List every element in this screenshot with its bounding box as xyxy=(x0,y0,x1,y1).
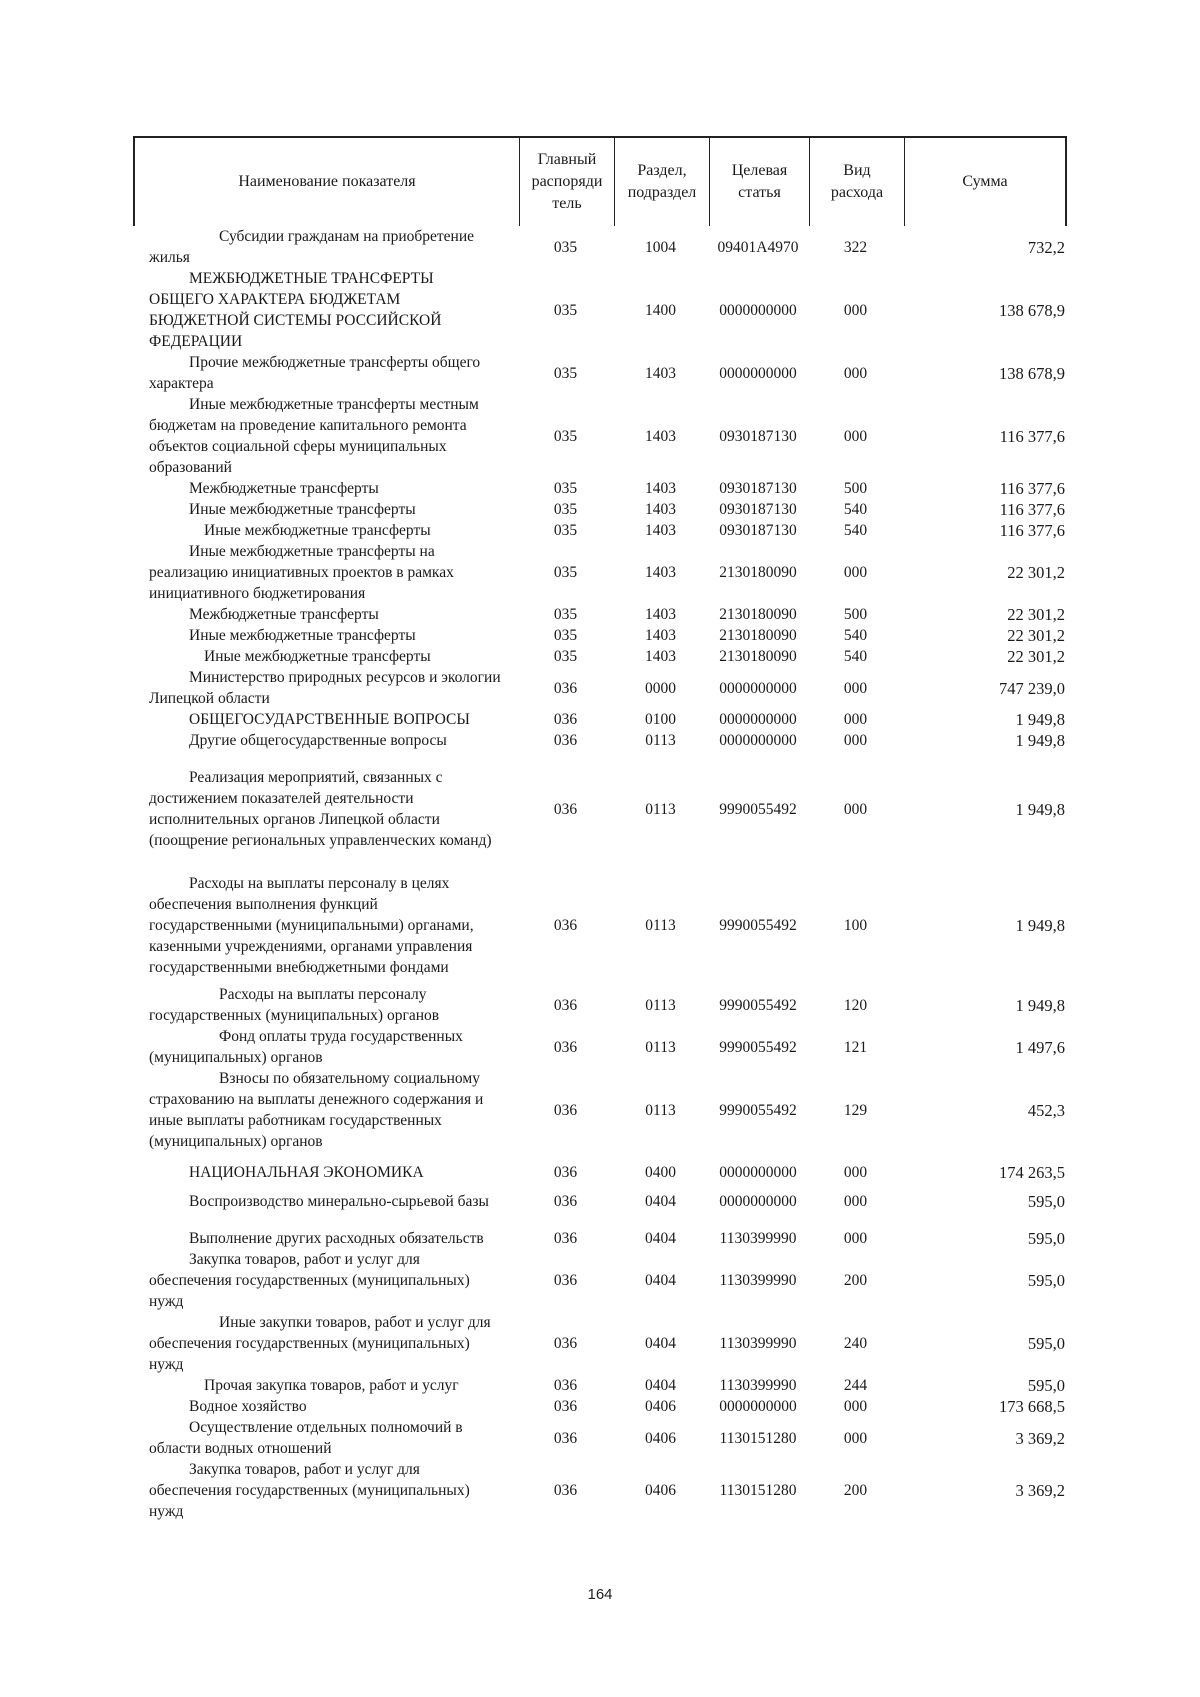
row-name xyxy=(133,1228,518,1249)
row-name-line: обеспечения государственных (муниципальных) xyxy=(149,1272,470,1289)
row-name-line: казенными учреждениями, органами управления xyxy=(149,938,473,955)
row-name xyxy=(133,268,518,352)
row-target: 0930187130 xyxy=(719,501,797,518)
row-kind: 540 xyxy=(843,648,868,665)
table-row xyxy=(133,1375,1067,1396)
row-kind: 000 xyxy=(843,711,868,728)
header-section: Раздел, подраздел xyxy=(615,138,710,226)
row-kind: 244 xyxy=(843,1377,868,1394)
table-row xyxy=(133,646,1067,667)
row-admin: 035 xyxy=(553,627,578,644)
row-name-line: иные выплаты работникам государственных xyxy=(149,1112,442,1129)
table-row xyxy=(133,1249,1067,1312)
row-name-line: нужд xyxy=(149,1293,184,1310)
row-target: 0000000000 xyxy=(719,301,797,319)
row-name xyxy=(133,1417,518,1459)
row-admin: 035 xyxy=(553,238,578,256)
header-kind: Вид расхода xyxy=(810,138,905,226)
row-kind: 200 xyxy=(843,1482,868,1499)
row-kind: 121 xyxy=(843,1038,868,1056)
row-section: 0000 xyxy=(645,679,676,697)
row-target: 2130180090 xyxy=(719,606,797,623)
row-name-line: Иные межбюджетные трансферты xyxy=(189,501,416,518)
row-admin: 036 xyxy=(553,1272,578,1289)
row-admin: 036 xyxy=(553,996,578,1014)
row-target: 0930187130 xyxy=(719,427,797,445)
row-name-line: Липецкой области xyxy=(149,690,270,707)
row-name-line: (муниципальных) органов xyxy=(149,1133,323,1150)
table-row xyxy=(133,1417,1067,1459)
row-section: 0113 xyxy=(645,1038,676,1056)
row-name-line: НАЦИОНАЛЬНАЯ ЭКОНОМИКА xyxy=(189,1164,424,1181)
row-kind: 000 xyxy=(843,427,868,445)
header-target: Целевая статья xyxy=(710,138,810,226)
row-kind: 200 xyxy=(843,1272,868,1289)
row-name-line: Водное хозяйство xyxy=(189,1398,307,1415)
row-target: 1130399990 xyxy=(719,1230,797,1247)
row-target: 1130399990 xyxy=(719,1272,797,1289)
row-name-line: Осуществление отдельных полномочий в xyxy=(189,1419,463,1436)
row-section: 0406 xyxy=(645,1398,676,1415)
row-section: 1400 xyxy=(645,301,676,319)
row-name-line: достижением показателей деятельности xyxy=(149,790,414,807)
table-row xyxy=(133,625,1067,646)
header-name: Наименование показателя xyxy=(135,138,520,226)
row-admin: 036 xyxy=(553,1398,578,1415)
row-admin: 036 xyxy=(553,1164,578,1181)
row-admin: 035 xyxy=(553,522,578,539)
table-row xyxy=(133,984,1067,1026)
table-row xyxy=(133,520,1067,541)
table-row xyxy=(133,1068,1067,1152)
row-name-line: Закупка товаров, работ и услуг для xyxy=(189,1461,420,1478)
row-admin: 035 xyxy=(553,564,578,581)
row-target: 0000000000 xyxy=(719,1164,797,1181)
page-number: 164 xyxy=(587,1586,613,1603)
row-section: 1403 xyxy=(645,480,676,497)
row-name-line: Закупка товаров, работ и услуг для xyxy=(189,1251,420,1268)
row-name xyxy=(133,1162,518,1183)
row-name-line: нужд xyxy=(149,1503,184,1520)
row-name-line: Расходы на выплаты персоналу xyxy=(219,986,427,1003)
row-name-line: области водных отношений xyxy=(149,1440,332,1457)
row-admin: 036 xyxy=(553,1335,578,1352)
row-admin: 035 xyxy=(553,427,578,445)
table-row xyxy=(133,709,1067,730)
row-name xyxy=(133,1459,518,1522)
row-kind: 000 xyxy=(843,1398,868,1415)
table-row xyxy=(133,604,1067,625)
row-sum: 1 949,8 xyxy=(1015,710,1065,729)
row-section: 1403 xyxy=(645,648,676,665)
row-name xyxy=(133,520,518,541)
row-name-line: Воспроизводство минерально-сырьевой базы xyxy=(189,1193,489,1210)
row-admin: 036 xyxy=(553,1193,578,1210)
row-admin: 036 xyxy=(553,1429,578,1447)
row-name-line: обеспечения государственных (муниципальных) xyxy=(149,1482,470,1499)
row-sum: 22 301,2 xyxy=(1007,605,1065,624)
row-name-line: Межбюджетные трансферты xyxy=(189,606,379,623)
row-kind: 000 xyxy=(843,800,868,818)
row-sum: 1 949,8 xyxy=(1015,799,1065,819)
row-target: 9990055492 xyxy=(719,800,797,818)
row-sum: 595,0 xyxy=(1027,1376,1065,1395)
table-row xyxy=(133,478,1067,499)
row-target: 0930187130 xyxy=(719,480,797,497)
row-admin: 036 xyxy=(553,1377,578,1394)
row-target: 0000000000 xyxy=(719,732,797,749)
row-target: 1130151280 xyxy=(719,1429,797,1447)
row-admin: 035 xyxy=(553,501,578,518)
row-section: 1004 xyxy=(645,238,676,256)
row-sum: 22 301,2 xyxy=(1007,626,1065,645)
row-name-line: Иные межбюджетные трансферты на xyxy=(189,543,435,560)
row-sum: 3 369,2 xyxy=(1015,1481,1065,1500)
row-section: 1403 xyxy=(645,564,676,581)
row-section: 1403 xyxy=(645,522,676,539)
row-section: 1403 xyxy=(645,427,676,445)
row-kind: 000 xyxy=(843,1164,868,1181)
row-name xyxy=(133,1249,518,1312)
row-section: 0404 xyxy=(645,1335,676,1352)
row-admin: 035 xyxy=(553,301,578,319)
row-sum: 174 263,5 xyxy=(999,1163,1065,1182)
row-name-line: Иные межбюджетные трансферты xyxy=(204,522,431,539)
row-kind: 322 xyxy=(843,238,868,256)
row-section: 0100 xyxy=(645,711,676,728)
row-name-line: (муниципальных) органов xyxy=(149,1049,323,1066)
row-section: 0113 xyxy=(645,1101,676,1119)
row-admin: 035 xyxy=(553,606,578,623)
row-name-line: Иные межбюджетные трансферты xyxy=(189,627,416,644)
row-target: 1130399990 xyxy=(719,1335,797,1352)
table-row xyxy=(133,226,1067,268)
row-sum: 732,2 xyxy=(1027,237,1065,257)
row-name-line: Субсидии гражданам на приобретение xyxy=(219,228,475,245)
row-name-line: ФЕДЕРАЦИИ xyxy=(149,333,243,350)
row-sum: 595,0 xyxy=(1027,1271,1065,1290)
row-name-line: объектов социальной сферы муниципальных xyxy=(149,438,447,455)
row-name-line: (поощрение региональных управленческих команд) xyxy=(149,832,492,849)
row-kind: 000 xyxy=(843,679,868,697)
table-row xyxy=(133,667,1067,709)
row-name xyxy=(133,499,518,520)
row-name-line: Другие общегосударственные вопросы xyxy=(189,732,447,749)
table-body xyxy=(133,226,1067,1522)
row-name xyxy=(133,767,518,851)
row-target: 9990055492 xyxy=(719,1038,797,1056)
row-section: 0113 xyxy=(645,996,676,1014)
header-admin: Главный распоряди тель xyxy=(520,138,615,226)
row-admin: 036 xyxy=(553,1038,578,1056)
row-target: 1130399990 xyxy=(719,1377,797,1394)
row-name xyxy=(133,1375,518,1396)
row-name xyxy=(133,604,518,625)
table-row xyxy=(133,352,1067,394)
row-name-line: исполнительных органов Липецкой области xyxy=(149,811,440,828)
row-name-line: характера xyxy=(149,375,214,392)
row-name-line: Министерство природных ресурсов и экологии xyxy=(189,669,501,686)
row-sum: 22 301,2 xyxy=(1007,563,1065,582)
row-name-line: МЕЖБЮДЖЕТНЫЕ ТРАНСФЕРТЫ xyxy=(189,270,434,287)
row-name-line: Прочие межбюджетные трансферты общего xyxy=(189,354,481,371)
row-name xyxy=(133,984,518,1026)
row-name xyxy=(133,352,518,394)
row-section: 0404 xyxy=(645,1377,676,1394)
row-admin: 036 xyxy=(553,732,578,749)
row-sum: 116 377,6 xyxy=(999,479,1065,498)
row-name xyxy=(133,1396,518,1417)
row-target: 2130180090 xyxy=(719,564,797,581)
row-name-line: Иные межбюджетные трансферты местным xyxy=(189,396,479,413)
row-section: 0113 xyxy=(645,800,676,818)
table-header xyxy=(133,136,1067,226)
table-row xyxy=(133,1459,1067,1522)
table-row xyxy=(133,767,1067,851)
row-kind: 540 xyxy=(843,522,868,539)
row-sum: 22 301,2 xyxy=(1007,647,1065,666)
row-section: 1403 xyxy=(645,364,676,382)
table-row xyxy=(133,873,1067,978)
row-section: 0113 xyxy=(645,732,676,749)
table-row xyxy=(133,394,1067,478)
row-name-line: государственными (муниципальными) органами, xyxy=(149,917,474,934)
row-name-line: нужд xyxy=(149,1356,184,1373)
row-kind: 000 xyxy=(843,564,868,581)
table-row xyxy=(133,1228,1067,1249)
table-row xyxy=(133,1162,1067,1183)
row-name xyxy=(133,873,518,978)
row-sum: 747 239,0 xyxy=(999,678,1065,698)
row-name-line: инициативного бюджетирования xyxy=(149,585,366,602)
row-name-line: образований xyxy=(149,459,232,476)
row-target: 0000000000 xyxy=(719,364,797,382)
row-kind: 540 xyxy=(843,627,868,644)
row-target: 0000000000 xyxy=(719,1193,797,1210)
row-sum: 3 369,2 xyxy=(1015,1428,1065,1448)
row-name-line: БЮДЖЕТНОЙ СИСТЕМЫ РОССИЙСКОЙ xyxy=(149,312,442,329)
table-row xyxy=(133,1312,1067,1375)
row-name xyxy=(133,730,518,751)
header-sum: Сумма xyxy=(962,173,1008,190)
row-sum: 116 377,6 xyxy=(999,500,1065,519)
row-name-line: обеспечения выполнения функций xyxy=(149,896,378,913)
table-row xyxy=(133,541,1067,604)
row-name xyxy=(133,1312,518,1375)
row-target: 0000000000 xyxy=(719,1398,797,1415)
row-sum: 116 377,6 xyxy=(999,426,1065,446)
row-target: 09401А4970 xyxy=(717,238,799,256)
row-admin: 036 xyxy=(553,1101,578,1119)
row-name-line: ОБЩЕГОСУДАРСТВЕННЫЕ ВОПРОСЫ xyxy=(189,711,470,728)
row-name-line: Выполнение других расходных обязательств xyxy=(189,1230,484,1247)
row-name xyxy=(133,646,518,667)
row-sum: 595,0 xyxy=(1027,1334,1065,1353)
row-name xyxy=(133,394,518,478)
row-target: 9990055492 xyxy=(719,996,797,1014)
row-name xyxy=(133,1191,518,1212)
table-row xyxy=(133,1191,1067,1212)
table-row xyxy=(133,730,1067,751)
row-name xyxy=(133,625,518,646)
row-kind: 000 xyxy=(843,364,868,382)
budget-table xyxy=(133,136,1067,1522)
row-name-line: ОБЩЕГО ХАРАКТЕРА БЮДЖЕТАМ xyxy=(149,291,401,308)
row-section: 1403 xyxy=(645,606,676,623)
row-section: 0400 xyxy=(645,1164,676,1181)
row-sum: 595,0 xyxy=(1027,1229,1065,1248)
row-kind: 500 xyxy=(843,606,868,623)
row-name-line: реализацию инициативных проектов в рамках xyxy=(149,564,454,581)
table-row xyxy=(133,268,1067,352)
row-sum: 1 949,8 xyxy=(1015,916,1065,935)
row-admin: 036 xyxy=(553,1482,578,1499)
row-sum: 452,3 xyxy=(1027,1100,1065,1120)
row-sum: 138 678,9 xyxy=(999,300,1065,320)
row-admin: 036 xyxy=(553,917,578,934)
row-kind: 129 xyxy=(843,1101,868,1119)
row-target: 0930187130 xyxy=(719,522,797,539)
row-admin: 035 xyxy=(553,364,578,382)
row-sum: 138 678,9 xyxy=(999,363,1065,383)
row-section: 0404 xyxy=(645,1272,676,1289)
row-name xyxy=(133,1068,518,1152)
row-admin: 036 xyxy=(553,679,578,697)
row-name-line: Взносы по обязательному социальному xyxy=(219,1070,480,1087)
row-sum: 595,0 xyxy=(1027,1192,1065,1211)
row-kind: 000 xyxy=(843,1429,868,1447)
row-name-line: жилья xyxy=(149,249,190,266)
row-section: 1403 xyxy=(645,627,676,644)
row-name-line: Прочая закупка товаров, работ и услуг xyxy=(204,1377,459,1394)
row-kind: 240 xyxy=(843,1335,868,1352)
row-section: 0404 xyxy=(645,1193,676,1210)
table-row xyxy=(133,499,1067,520)
row-admin: 036 xyxy=(553,1230,578,1247)
row-kind: 500 xyxy=(843,480,868,497)
row-kind: 120 xyxy=(843,996,868,1014)
row-name-line: государственных (муниципальных) органов xyxy=(149,1007,440,1024)
row-name-line: Реализация мероприятий, связанных с xyxy=(189,769,443,786)
row-name xyxy=(133,667,518,709)
row-name-line: Фонд оплаты труда государственных xyxy=(219,1028,463,1045)
row-sum: 173 668,5 xyxy=(999,1397,1065,1416)
row-admin: 036 xyxy=(553,711,578,728)
row-name xyxy=(133,1026,518,1068)
row-name-line: Расходы на выплаты персоналу в целях xyxy=(189,875,450,892)
row-name-line: Иные межбюджетные трансферты xyxy=(204,648,431,665)
row-name-line: Межбюджетные трансферты xyxy=(189,480,379,497)
row-kind: 540 xyxy=(843,501,868,518)
row-target: 9990055492 xyxy=(719,917,797,934)
row-target: 9990055492 xyxy=(719,1101,797,1119)
row-sum: 116 377,6 xyxy=(999,521,1065,540)
row-name-line: обеспечения государственных (муниципальных) xyxy=(149,1335,470,1352)
row-name-line: государственными внебюджетными фондами xyxy=(149,959,449,976)
row-sum: 1 497,6 xyxy=(1015,1037,1065,1057)
row-section: 0406 xyxy=(645,1482,676,1499)
row-section: 0406 xyxy=(645,1429,676,1447)
row-sum: 1 949,8 xyxy=(1015,995,1065,1015)
row-name xyxy=(133,226,518,268)
row-target: 0000000000 xyxy=(719,679,797,697)
row-name xyxy=(133,541,518,604)
table-row xyxy=(133,1396,1067,1417)
row-section: 0404 xyxy=(645,1230,676,1247)
row-kind: 000 xyxy=(843,1193,868,1210)
row-admin: 036 xyxy=(553,800,578,818)
row-section: 0113 xyxy=(645,917,676,934)
row-admin: 035 xyxy=(553,480,578,497)
row-target: 0000000000 xyxy=(719,711,797,728)
row-target: 2130180090 xyxy=(719,627,797,644)
row-target: 2130180090 xyxy=(719,648,797,665)
row-name-line: бюджетам на проведение капитального ремонта xyxy=(149,417,467,434)
row-name xyxy=(133,709,518,730)
row-target: 1130151280 xyxy=(719,1482,797,1499)
row-section: 1403 xyxy=(645,501,676,518)
row-admin: 035 xyxy=(553,648,578,665)
row-kind: 000 xyxy=(843,1230,868,1247)
row-sum: 1 949,8 xyxy=(1015,731,1065,750)
row-name-line: Иные закупки товаров, работ и услуг для xyxy=(219,1314,491,1331)
row-name xyxy=(133,478,518,499)
row-kind: 100 xyxy=(843,917,868,934)
row-kind: 000 xyxy=(843,732,868,749)
table-row xyxy=(133,1026,1067,1068)
row-name-line: страхованию на выплаты денежного содержания и xyxy=(149,1091,484,1108)
row-kind: 000 xyxy=(843,301,868,319)
